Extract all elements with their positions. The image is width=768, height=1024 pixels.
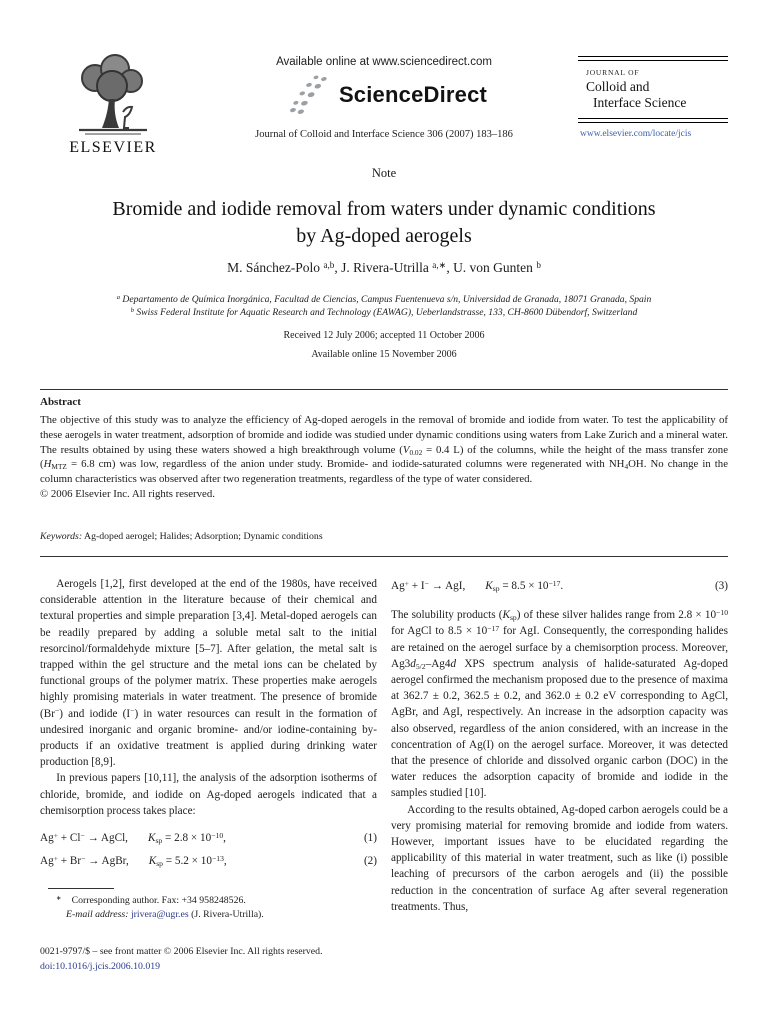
affiliation-b: $^b$ Swiss Federal Institute for Aquatic Research and Technology (EAWAG), Ueberlandstrasse, 133, CH-8600 Dübendorf, Switzerland bbox=[130, 306, 638, 318]
corresponding-author-text: Corresponding author. Fax: +34 958248526. bbox=[71, 895, 246, 906]
journal-name-line2: Interface Science bbox=[593, 95, 687, 110]
left-column bbox=[40, 576, 377, 915]
equation-3-reaction: Ag+ + I− → AgI, bbox=[391, 578, 466, 592]
equation-2-reaction: Ag+ + Br− → AgBr, bbox=[40, 853, 129, 868]
header-center bbox=[219, 56, 549, 140]
equation-2-number: (2) bbox=[363, 855, 377, 868]
journal-url-link[interactable]: www.elsevier.com/locate/jcis bbox=[580, 129, 692, 139]
sciencedirect-wordmark: ScienceDirect bbox=[338, 82, 488, 107]
equation-1 bbox=[40, 830, 377, 846]
equation-3-ksp: $K_{sp} = 8.5 \times 10^{-17}$. bbox=[485, 578, 564, 594]
available-online-text: Available online at www.sciencedirect.com bbox=[276, 56, 492, 68]
email-label: E-mail address: bbox=[66, 908, 129, 920]
equation-3 bbox=[391, 578, 728, 594]
abstract-heading: Abstract bbox=[40, 396, 81, 408]
journal-citation: Journal of Colloid and Interface Science 306 (2007) 183–186 bbox=[255, 129, 513, 140]
affiliations bbox=[0, 294, 768, 319]
elsevier-wordmark: ELSEVIER bbox=[69, 139, 157, 156]
journal-of-label: JOURNAL OF bbox=[586, 68, 640, 77]
elsevier-tree-icon bbox=[71, 54, 155, 138]
paragraph-intro: Aerogels [1,2], first developed at the end of the 1980s, have received considerable attention in the literature because of their chemical and textural properties and simple preparation [3,4]. Metal-doped aerogels can be readily prepared by adding a soluble metal salt to the initial resorcinol/formaldehyde mixture [5–7]. After gelation, the metal salt is trapped within the gel structure and the metal ions can be chelated by functional groups of the polymer matrix. These properties make aerogels highly promising materials in water treatment. The presence of bromide (Br−) and iodide (I−) in water resources can result in the formation of undesired inorganic and organic bromine- and/or iodine-containing by-products if an oxidative treatment is applied during drinking water production [8,9]. bbox=[40, 578, 378, 769]
journal-name-line1: Colloid and bbox=[586, 79, 650, 94]
keywords-label: Keywords: bbox=[40, 531, 83, 542]
journal-cover-box bbox=[578, 56, 728, 139]
paragraph-conclusions: According to the results obtained, Ag-doped carbon aerogels could be a very promising material for removing bromide and iodide from waters. However, important issues have to be elucidated regarding the applicability of this material in water treatment, such as like (i) possible leaching of precursors of the carbon aerogels and (ii) the possible reduction in the concentration of surface Ag after several regeneration treatments. Thus, bbox=[391, 803, 728, 913]
sciencedirect-dots-icon bbox=[281, 75, 333, 115]
received-dates: Received 12 July 2006; accepted 11 October 2006 bbox=[283, 330, 485, 341]
divider-rule-top bbox=[40, 389, 728, 390]
doi-link[interactable]: doi:10.1016/j.jcis.2006.10.019 bbox=[40, 961, 161, 972]
footnote-asterisk: ∗ bbox=[56, 895, 62, 903]
keywords-line bbox=[40, 531, 728, 542]
equation-1-ksp: $K_{sp} = 2.8 \times 10^{-10}$, bbox=[147, 830, 226, 846]
article-title-line2: by Ag-doped aerogels bbox=[296, 225, 472, 247]
paragraph-previous-papers: In previous papers [10,11], the analysis of the adsorption isotherms of chloride, bromide, and iodide on Ag-doped aerogels indicated that a chemisorption process takes place: bbox=[40, 772, 377, 817]
corresponding-author-footnote bbox=[40, 888, 377, 921]
issn-line: 0021-9797/$ – see front matter © 2006 Elsevier Inc. All rights reserved. bbox=[40, 946, 323, 957]
front-matter-footer bbox=[40, 944, 440, 974]
paragraph-solubility: The solubility products $(K_{sp})$ of these silver halides range from $2.8 \times 10^{-10}$ for AgCl to $8.5 \times 10^{-17}$ for AgI. Consequently, the corresponding halides are retained on the aerogel surface by a chemisorption process. Moreover, $Ag3d_{5/2}-Ag4d$ XPS spectrum analysis of halide-saturated Ag-doped aerogel confirmed the mechanism proposed due to the presence of maxima at 362.7 ± 0.2, 362.5 ± 0.2, and 362.0 ± 0.2 eV corresponding to AgCl, AgBr, and AgI, respectively. An increase in the adsorption capacity was also observed, regardless of the anion considered, with an increase in the concentration of Ag(I) on the aerogel surface. Moreover, it was detected that the presence of chloride and dissolved organic carbon (DOC) in the water reduces the adsorption capacity of bromide and iodide in the samples studied [10]. bbox=[391, 607, 728, 800]
affiliation-a: $^a$ Departamento de Química Inorgánica, Facultad de Ciencias, Campus Fuentenueva s/n, Universidad de Granada, 18071 Granada, Spain bbox=[116, 294, 652, 305]
abstract-copyright: © 2006 Elsevier Inc. All rights reserved. bbox=[40, 487, 215, 500]
page-header bbox=[40, 54, 728, 164]
article-title-line1: Bromide and iodide removal from waters under dynamic conditions bbox=[112, 198, 656, 220]
email-suffix: (J. Rivera-Utrilla). bbox=[188, 908, 264, 920]
body-columns bbox=[40, 576, 728, 915]
keywords-text: Ag-doped aerogel; Halides; Adsorption; Dynamic conditions bbox=[84, 531, 323, 542]
equation-1-number: (1) bbox=[363, 832, 377, 845]
email-link[interactable]: jrivera@ugr.es bbox=[130, 908, 189, 920]
equation-1-reaction: Ag+ + Cl− → AgCl, bbox=[40, 830, 128, 845]
double-rule-bottom bbox=[578, 118, 728, 123]
equation-2-ksp: $K_{sp} = 5.2 \times 10^{-13}$, bbox=[148, 853, 227, 869]
equation-2 bbox=[40, 853, 377, 869]
equation-3-number: (3) bbox=[714, 580, 728, 592]
right-column bbox=[391, 576, 728, 915]
abstract-body bbox=[40, 413, 728, 502]
author-list: M. Sánchez-Polo $^{a,b}$, J. Rivera-Utrilla $^{a,∗}$, U. von Gunten $^b$ bbox=[227, 259, 541, 275]
elsevier-logo bbox=[52, 54, 174, 157]
available-online-date: Available online 15 November 2006 bbox=[311, 349, 457, 360]
article-type-label: Note bbox=[371, 166, 397, 180]
abstract-text: The objective of this study was to analyze the efficiency of Ag-doped aerogels in the removal of bromide and iodide from water. To test the applicability of these aerogels in water treatment, adsorption of bromide and iodide was studied under dynamic conditions using waters from Lake Zurich and a mineral water. The results obtained by using these waters showed a high breakthrough volume ($V_{0.02} = 0.4$ L) of the columns, while the height of the mass transfer zone ($H_{MTZ} = 6.8$ cm) was low, regardless of the anion under study. Bromide- and iodide-saturated columns were regenerated with $NH_4OH$. No change in the column characteristics was observed after two regeneration treatments, regardless of the type of water considered. bbox=[40, 414, 728, 486]
divider-rule-bottom bbox=[40, 556, 728, 557]
footnote-rule bbox=[48, 888, 114, 889]
article-title bbox=[0, 196, 768, 250]
